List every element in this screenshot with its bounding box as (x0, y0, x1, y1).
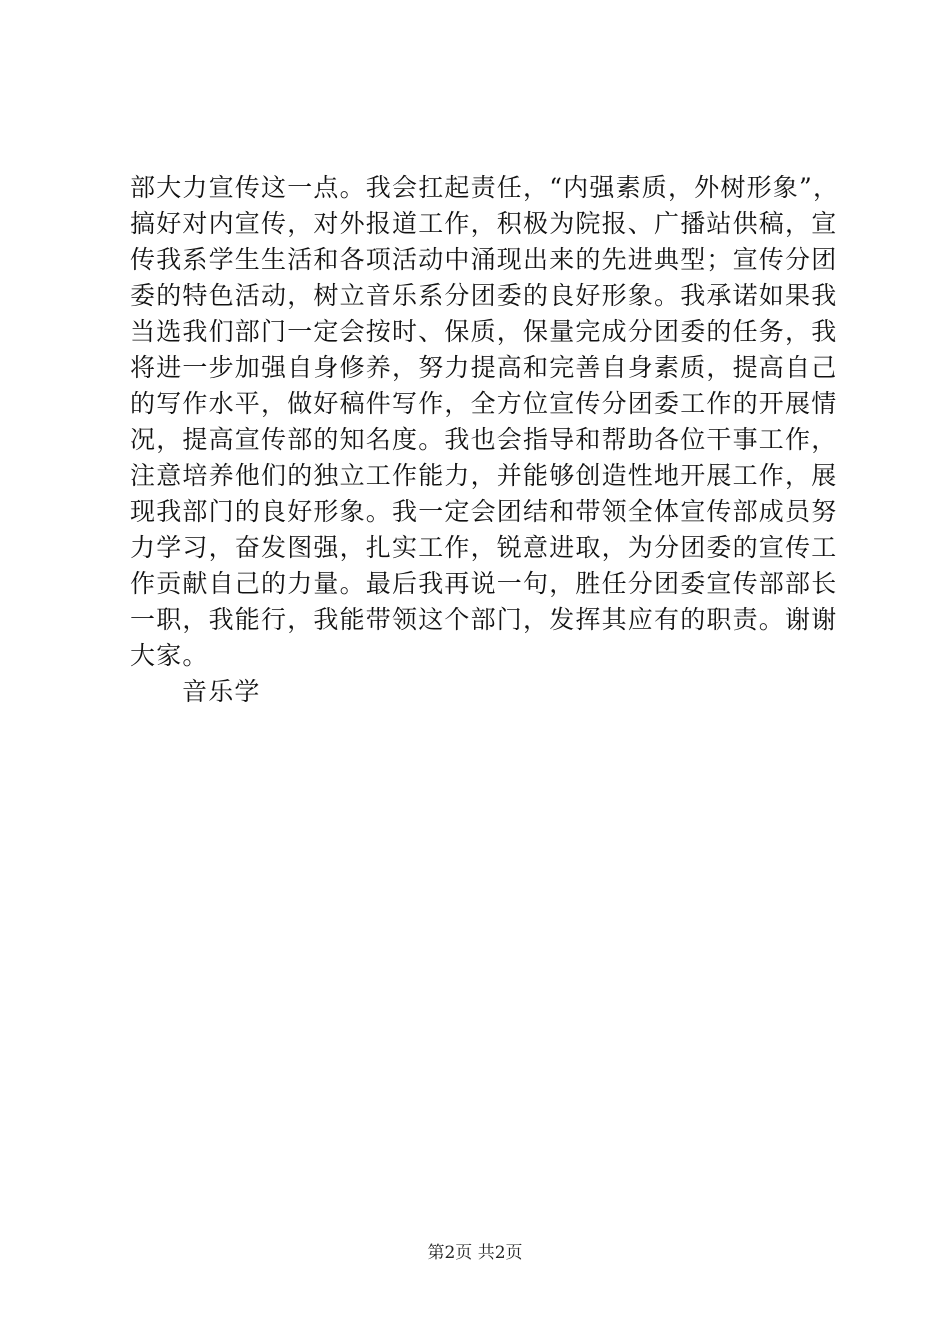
text-line: 的写作水平，做好稿件写作，全方位宣传分团委工作的开展情 (130, 389, 838, 418)
page-number-footer: 第2页 共2页 (427, 1243, 523, 1263)
text-line: 搞好对内宣传，对外报道工作，积极为院报、广播站供稿，宣 (130, 209, 838, 238)
signature-line: 音乐学 (182, 677, 261, 706)
text-line: 注意培养他们的独立工作能力，并能够创造性地开展工作，展 (130, 461, 838, 490)
text-line: 大家。 (130, 641, 209, 670)
body-text (130, 170, 840, 710)
text-line: 当选我们部门一定会按时、保质，保量完成分团委的任务，我 (130, 317, 838, 346)
text-line: 一职，我能行，我能带领这个部门，发挥其应有的职责。谢谢 (130, 605, 838, 634)
text-line: 力学习，奋发图强，扎实工作，锐意进取，为分团委的宣传工 (130, 533, 838, 562)
text-line: 部大力宣传这一点。我会扛起责任，“内强素质，外树形象”， (130, 173, 840, 202)
text-line: 作贡献自己的力量。最后我再说一句，胜任分团委宣传部部长 (130, 569, 838, 598)
text-line: 传我系学生生活和各项活动中涌现出来的先进典型；宣传分团 (130, 245, 838, 274)
text-line: 现我部门的良好形象。我一定会团结和带领全体宣传部成员努 (130, 497, 838, 526)
text-line: 况，提高宣传部的知名度。我也会指导和帮助各位干事工作， (130, 425, 838, 454)
text-line: 委的特色活动，树立音乐系分团委的良好形象。我承诺如果我 (130, 281, 838, 310)
text-line: 将进一步加强自身修养，努力提高和完善自身素质，提高自己 (130, 353, 838, 382)
